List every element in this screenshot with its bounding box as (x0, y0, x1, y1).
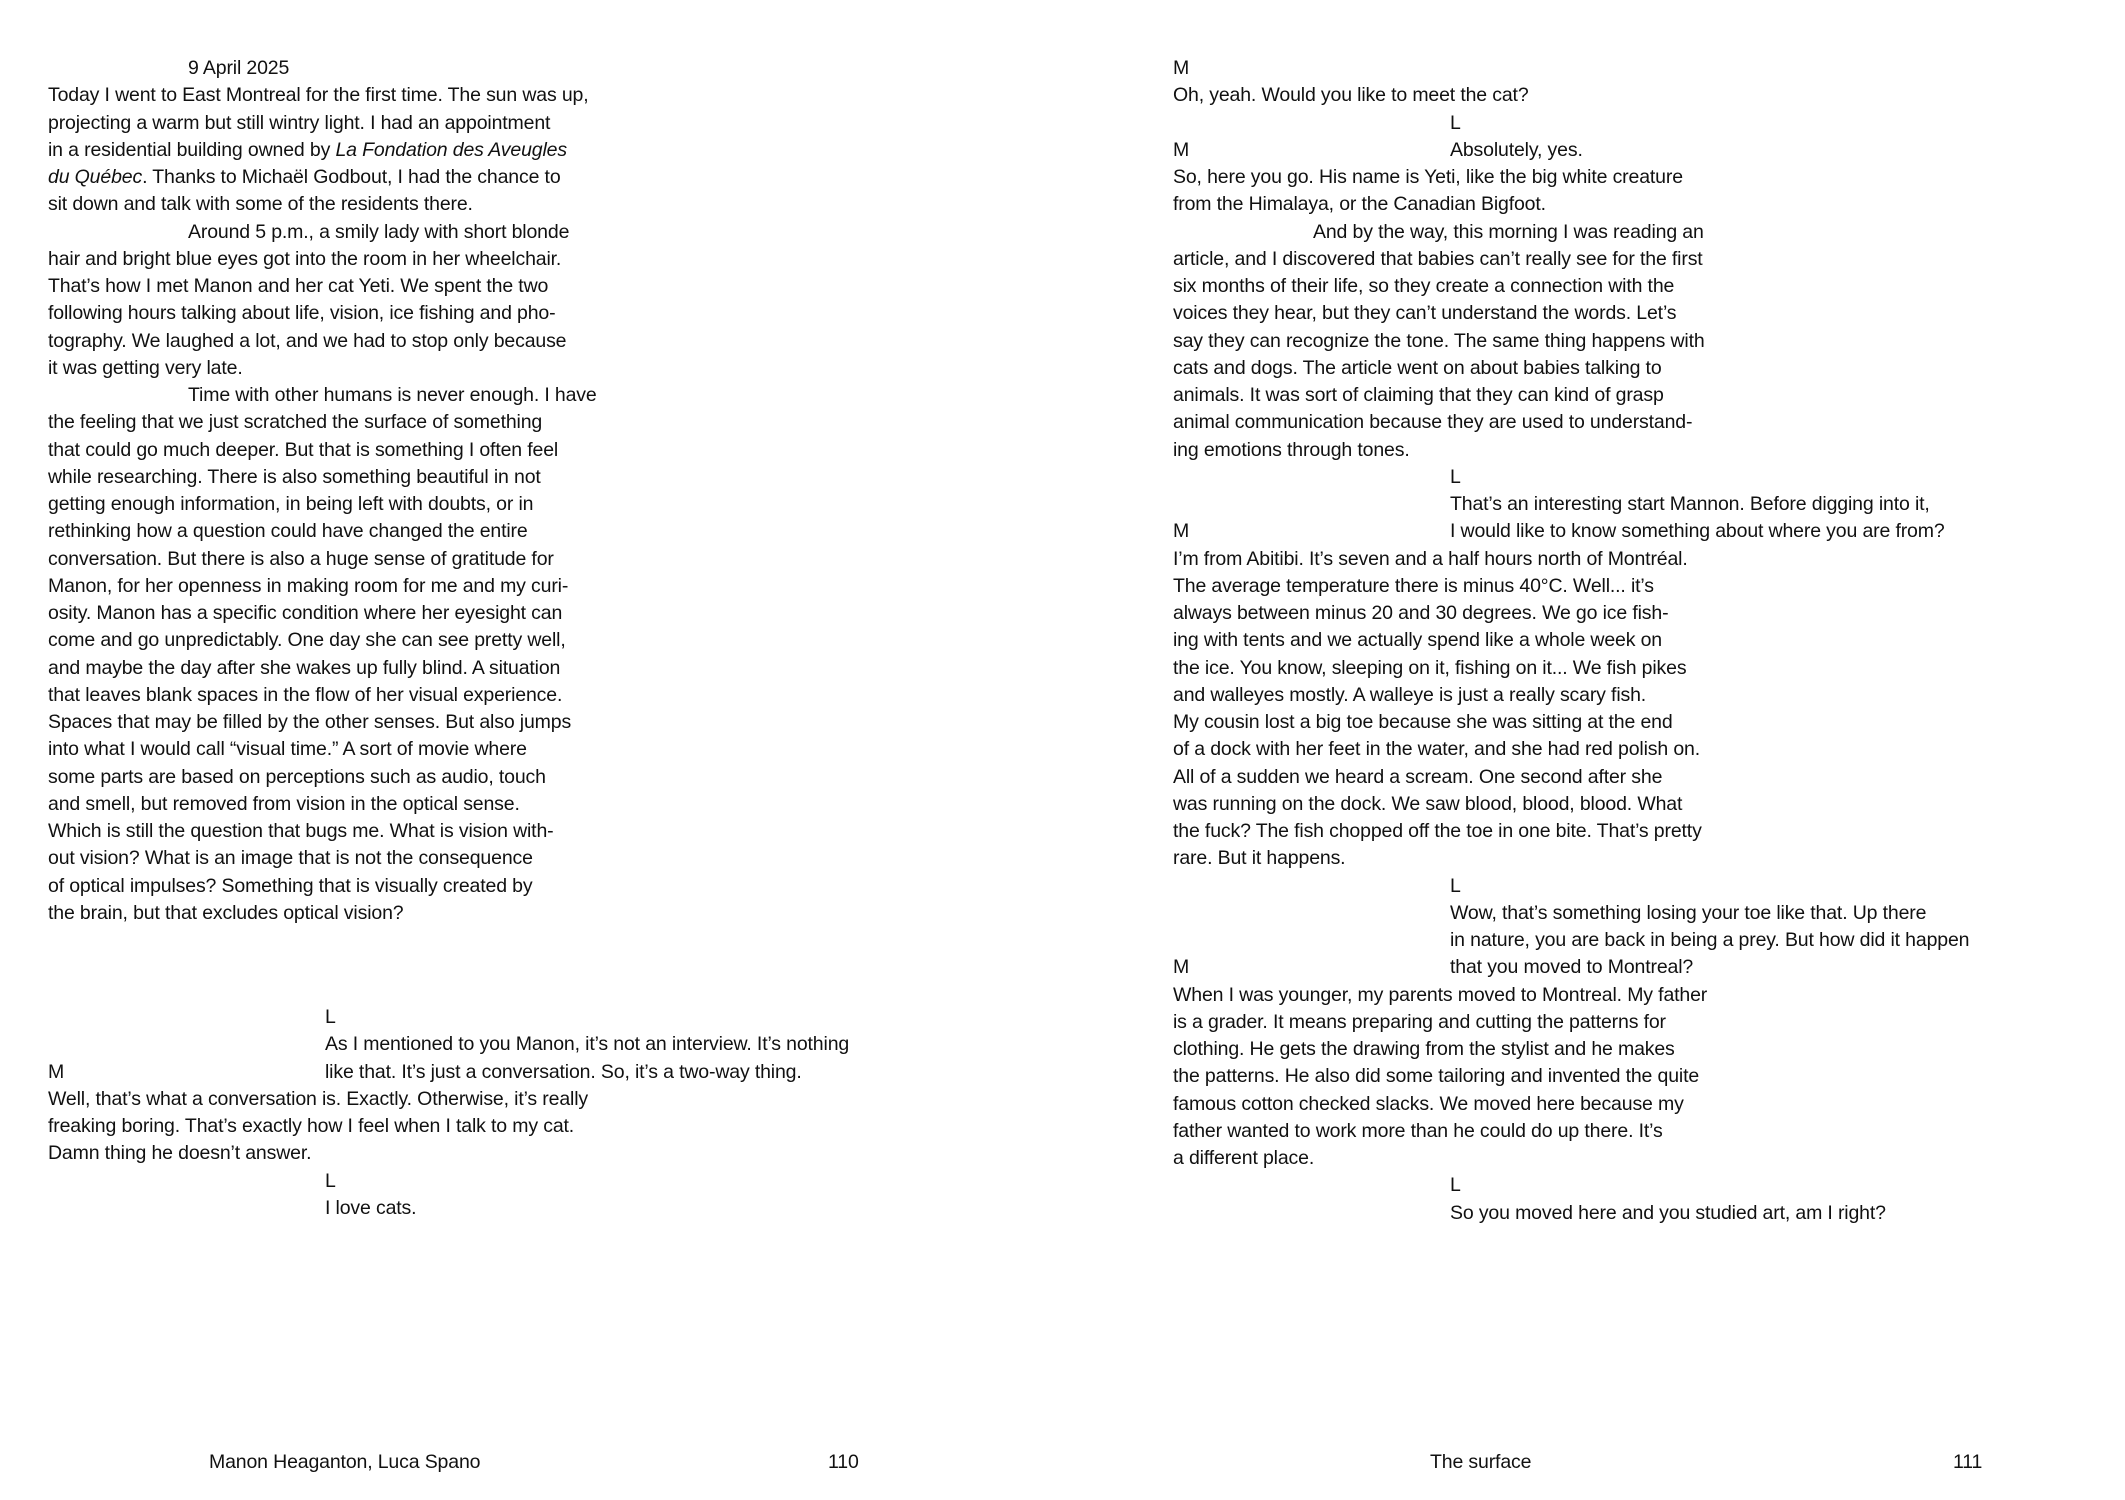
text-segment: Spaces that may be filled by the other senses. But also jumps (48, 711, 572, 733)
text-line (1173, 437, 2123, 464)
text-segment: L (1450, 874, 1461, 897)
text-segment: So you moved here and you studied art, am I right? (1450, 1201, 1886, 1224)
text-line (1173, 573, 2123, 600)
text-segment: article, and I discovered that babies can’t really see for the first (1173, 247, 1703, 270)
text-line (48, 82, 1068, 109)
line-text (1173, 820, 1702, 842)
text-segment: When I was younger, my parents moved to Montreal. My father (1173, 983, 1708, 1006)
text-line (48, 900, 1068, 927)
text-line (48, 355, 1068, 382)
text-line (48, 573, 1068, 600)
line-text (48, 193, 473, 215)
text-line (48, 873, 1068, 900)
text-line (1173, 518, 2123, 545)
text-segment: and smell, but removed from vision in the optical sense. (48, 792, 520, 815)
text-line (1173, 273, 2123, 300)
text-line (48, 55, 1068, 82)
text-segment: I love cats. (325, 1196, 417, 1219)
text-segment: Time with other humans is never enough. I have (188, 384, 597, 406)
line-text (1173, 166, 1683, 188)
text-line (48, 518, 1068, 545)
text-line (48, 627, 1068, 654)
line-text (1173, 1011, 1666, 1033)
text-line (1173, 1063, 2123, 1090)
line-text (48, 248, 561, 270)
text-line (1173, 164, 2123, 191)
speaker-label-line (1173, 873, 2123, 900)
text-line (1173, 655, 2123, 682)
text-segment: All of a sudden we heard a scream. One second after she (1173, 765, 1663, 788)
line-text (1173, 193, 1546, 215)
text-segment: I’m from Abitibi. It’s seven and a half hours north of Montréal. (1173, 547, 1688, 570)
speaker-label (1450, 112, 1461, 134)
line-text (1450, 139, 1583, 161)
line-text (48, 330, 566, 352)
line-text (1173, 657, 1686, 679)
line-text (48, 657, 560, 679)
text-segment: 9 April 2025 (188, 57, 290, 79)
line-text (1173, 248, 1703, 270)
line-text (1173, 357, 1662, 379)
text-segment: voices they hear, but they can’t understand the words. Let’s (1173, 302, 1677, 325)
text-line (48, 300, 1068, 327)
speaker-label (1450, 466, 1461, 488)
line-text (48, 738, 527, 760)
speaker-label: M (48, 1060, 65, 1083)
text-line (1173, 409, 2123, 436)
text-line (1173, 355, 2123, 382)
text-segment: the fuck? The fish chopped off the toe in one bite. That’s pretty (1173, 820, 1702, 842)
left-page-diary-text (48, 55, 1068, 927)
text-segment: animals. It was sort of claiming that they can kind of grasp (1173, 384, 1664, 406)
text-segment: Manon, for her openness in making room for me and my curi- (48, 574, 569, 597)
text-segment: Well, that’s what a conversation is. Exactly. Otherwise, it’s really (48, 1087, 588, 1110)
text-segment: L (325, 1169, 336, 1192)
speaker-label-line (1173, 464, 2123, 491)
line-text (48, 575, 568, 597)
left-page-number: 110 (828, 1451, 859, 1473)
text-line (1173, 82, 2123, 109)
line-text (1173, 684, 1646, 706)
text-segment: and maybe the day after she wakes up fully blind. A situation (48, 656, 561, 679)
text-line (1173, 682, 2123, 709)
text-segment: father wanted to work more than he could do up there. It’s (1173, 1119, 1663, 1142)
text-segment: the feeling that we just scratched the surface of something (48, 411, 543, 434)
text-segment: of a dock with her feet in the water, and she had red polish on. (1173, 738, 1700, 761)
text-line (1173, 382, 2123, 409)
text-segment: L (1450, 465, 1461, 488)
line-text (188, 384, 597, 406)
line-text (48, 847, 533, 869)
line-text (1173, 275, 1674, 297)
text-segment: Today I went to East Montreal for the first time. The sun was up, (48, 84, 589, 107)
text-line (1173, 246, 2123, 273)
line-text (1173, 384, 1664, 406)
text-segment: freaking boring. That’s exactly how I feel when I talk to my cat. (48, 1115, 575, 1137)
line-text (48, 411, 542, 433)
text-line (1173, 1200, 2123, 1227)
text-segment: rare. But it happens. (1173, 847, 1346, 870)
text-line (48, 791, 1068, 818)
text-line (48, 764, 1068, 791)
text-segment: hair and bright blue eyes got into the room in her wheelchair. (48, 247, 562, 270)
line-text (48, 711, 571, 733)
text-line (1173, 818, 2123, 845)
text-line (48, 1113, 1068, 1140)
text-line (1173, 927, 2123, 954)
line-text (48, 357, 243, 379)
line-text (48, 766, 546, 788)
text-segment: some parts are based on perceptions such as audio, touch (48, 765, 546, 788)
text-line (1173, 709, 2123, 736)
speaker-label-line (1173, 1172, 2123, 1199)
line-text (1173, 1065, 1699, 1087)
text-segment: cats and dogs. The article went on about babies talking to (1173, 356, 1662, 379)
text-line (48, 110, 1068, 137)
line-text (1173, 602, 1668, 624)
text-line (48, 1059, 1068, 1086)
speaker-label-line (48, 1168, 1068, 1195)
text-line (1173, 600, 2123, 627)
text-segment: Damn thing he doesn’t answer. (48, 1142, 312, 1165)
text-segment: clothing. He gets the drawing from the stylist and he makes (1173, 1038, 1675, 1060)
text-segment: Oh, yeah. Would you like to meet the cat? (1173, 84, 1529, 107)
text-line (48, 219, 1068, 246)
line-text (1173, 984, 1707, 1006)
text-segment: Absolutely, yes. (1450, 138, 1583, 161)
text-line (48, 273, 1068, 300)
text-line (48, 137, 1068, 164)
line-text (48, 602, 562, 624)
text-line (48, 736, 1068, 763)
text-segment: in nature, you are back in being a prey. But how did it happen (1450, 929, 1970, 951)
line-text (1173, 439, 1410, 461)
line-text (1173, 1038, 1675, 1060)
text-line (48, 818, 1068, 845)
line-text (1173, 629, 1662, 651)
text-line (48, 1195, 1068, 1222)
text-line (48, 328, 1068, 355)
line-text (1173, 1147, 1314, 1169)
line-text (1173, 738, 1700, 760)
line-text (325, 1033, 849, 1055)
text-segment: that leaves blank spaces in the flow of her visual experience. (48, 683, 563, 706)
text-segment: As I mentioned to you Manon, it’s not an interview. It’s nothing (325, 1033, 850, 1056)
italic-text-segment: du Québec (48, 166, 143, 188)
italic-text-segment: La Fondation des Aveugles (335, 138, 567, 161)
text-segment: into what I would call “visual time.” A sort of movie where (48, 738, 527, 761)
text-line (1173, 137, 2123, 164)
text-segment: rethinking how a question could have changed the entire (48, 520, 528, 543)
text-segment: six months of their life, so they create a connection with the (1173, 275, 1675, 297)
text-line (1173, 191, 2123, 218)
text-segment: it was getting very late. (48, 356, 243, 379)
text-segment: while researching. There is also something beautiful in not (48, 465, 541, 488)
line-text (188, 57, 289, 79)
text-line (48, 1140, 1068, 1167)
text-line (1173, 219, 2123, 246)
line-text (48, 1115, 574, 1137)
text-segment: following hours talking about life, vision, ice fishing and pho- (48, 302, 556, 325)
text-segment: famous cotton checked slacks. We moved here because my (1173, 1092, 1684, 1115)
text-segment: animal communication because they are used to understand- (1173, 411, 1693, 434)
line-text (1173, 575, 1654, 597)
speaker-label-line (48, 1004, 1068, 1031)
line-text (48, 875, 532, 897)
line-text (1173, 847, 1345, 869)
right-page-dialogue (1173, 55, 2123, 1227)
text-line (48, 546, 1068, 573)
text-segment: the brain, but that excludes optical vision? (48, 901, 404, 924)
text-segment: tography. We laughed a lot, and we had to stop only because (48, 329, 567, 352)
text-segment: projecting a warm but still wintry light. I had an appointment (48, 111, 551, 134)
text-line (1173, 1091, 2123, 1118)
right-page-number: 111 (1953, 1451, 1983, 1473)
line-text (48, 166, 561, 188)
text-segment: osity. Manon has a specific condition where her eyesight can (48, 602, 563, 624)
text-segment: Wow, that’s something losing your toe like that. Up there (1450, 901, 1927, 924)
right-footer-section-title: The surface (1430, 1451, 1532, 1473)
line-text (1173, 711, 1673, 733)
text-segment: ing with tents and we actually spend like a whole week on (1173, 629, 1662, 652)
text-segment: My cousin lost a big toe because she was sitting at the end (1173, 711, 1673, 733)
line-text (48, 84, 588, 106)
line-text (48, 1088, 588, 1110)
line-text (1173, 84, 1529, 106)
line-text (1450, 902, 1926, 924)
text-segment: So, here you go. His name is Yeti, like the big white creature (1173, 166, 1683, 188)
line-text (1173, 766, 1662, 788)
text-line (1173, 954, 2123, 981)
line-text (1173, 1120, 1663, 1142)
text-line (1173, 328, 2123, 355)
text-line (1173, 982, 2123, 1009)
text-line (1173, 845, 2123, 872)
speaker-label-line (1173, 55, 2123, 82)
text-line (48, 655, 1068, 682)
line-text (325, 1061, 802, 1083)
line-text (1450, 956, 1693, 978)
text-segment: That’s an interesting start Mannon. Before digging into it, (1450, 493, 1930, 515)
text-segment: I would like to know something about where you are from? (1450, 520, 1945, 543)
line-text (48, 548, 554, 570)
speaker-label (325, 1006, 336, 1028)
text-segment: conversation. But there is also a huge sense of gratitude for (48, 547, 554, 570)
line-text (1173, 302, 1676, 324)
text-segment: like that. It’s just a conversation. So, it’s a two-way thing. (325, 1060, 802, 1083)
text-line (1173, 764, 2123, 791)
text-segment: in a residential building owned by (48, 138, 336, 161)
text-segment: Around 5 p.m., a smily lady with short blonde (188, 220, 570, 243)
line-text (1313, 221, 1704, 243)
text-line (1173, 546, 2123, 573)
text-segment: always between minus 20 and 30 degrees. We go ice fish- (1173, 602, 1669, 624)
line-text (48, 275, 548, 297)
line-text (188, 221, 569, 243)
speaker-label (325, 1170, 336, 1192)
line-text (48, 520, 528, 542)
line-text (48, 493, 533, 515)
text-line (48, 382, 1068, 409)
text-segment: L (325, 1006, 336, 1028)
line-text (1450, 929, 1969, 951)
line-text (48, 1142, 311, 1164)
text-segment: The average temperature there is minus 40°C. Well... it’s (1173, 574, 1654, 597)
line-text (48, 629, 566, 651)
text-line (48, 246, 1068, 273)
text-line (1173, 1036, 2123, 1063)
text-segment: . Thanks to Michaël Godbout, I had the chance to (142, 166, 561, 188)
line-text (48, 684, 562, 706)
text-line (48, 845, 1068, 872)
text-segment: and walleyes mostly. A walleye is just a really scary fish. (1173, 683, 1647, 706)
line-text (48, 820, 554, 842)
text-segment: L (1450, 111, 1461, 134)
text-line (1173, 300, 2123, 327)
line-text (1450, 493, 1930, 515)
left-footer-credit: Manon Heaganton, Luca Spano (209, 1451, 481, 1473)
line-text (1173, 548, 1688, 570)
text-line (48, 491, 1068, 518)
speaker-label (1450, 875, 1461, 897)
text-line (48, 164, 1068, 191)
left-page-dialogue (48, 1004, 1068, 1222)
text-segment: the patterns. He also did some tailoring and invented the quite (1173, 1065, 1700, 1088)
text-segment: of optical impulses? Something that is visually created by (48, 874, 533, 897)
line-text (325, 1197, 416, 1219)
text-line (1173, 1145, 2123, 1172)
text-line (1173, 1118, 2123, 1145)
speaker-label (1173, 57, 1189, 79)
line-text (48, 466, 541, 488)
line-text (48, 793, 520, 815)
text-line (48, 1031, 1068, 1058)
text-segment: is a grader. It means preparing and cutting the patterns for (1173, 1010, 1666, 1033)
text-segment: getting enough information, in being left with doubts, or in (48, 493, 534, 515)
text-segment: was running on the dock. We saw blood, blood, blood. What (1173, 792, 1683, 815)
text-line (48, 600, 1068, 627)
speaker-label (1450, 1174, 1461, 1196)
line-text (48, 112, 550, 134)
line-text (1173, 411, 1692, 433)
text-segment: And by the way, this morning I was reading an (1313, 220, 1704, 243)
text-segment: a different place. (1173, 1147, 1315, 1169)
text-line (1173, 900, 2123, 927)
line-text (1173, 793, 1682, 815)
speaker-label: M (1173, 138, 1190, 161)
line-text (1173, 330, 1705, 352)
text-line (48, 709, 1068, 736)
text-line (48, 437, 1068, 464)
text-segment: Which is still the question that bugs me. What is vision with- (48, 820, 554, 842)
text-segment: L (1450, 1174, 1461, 1197)
line-text (48, 139, 567, 161)
text-segment: from the Himalaya, or the Canadian Bigfoot. (1173, 193, 1546, 216)
line-text (1450, 1202, 1886, 1224)
text-segment: that you moved to Montreal? (1450, 956, 1694, 979)
text-line (48, 191, 1068, 218)
text-segment: That’s how I met Manon and her cat Yeti. We spent the two (48, 275, 549, 297)
text-line (1173, 491, 2123, 518)
text-line (48, 1086, 1068, 1113)
text-line (1173, 1009, 2123, 1036)
speaker-label-line (1173, 110, 2123, 137)
text-segment: that could go much deeper. But that is something I often feel (48, 438, 559, 461)
text-segment: come and go unpredictably. One day she can see pretty well, (48, 629, 566, 652)
text-segment: say they can recognize the tone. The same thing happens with (1173, 329, 1705, 352)
text-segment: sit down and talk with some of the residents there. (48, 193, 473, 216)
text-line (48, 409, 1068, 436)
line-text (48, 302, 555, 324)
line-text (1173, 1093, 1684, 1115)
text-line (48, 682, 1068, 709)
text-segment: out vision? What is an image that is not the consequence (48, 847, 533, 870)
text-segment: ing emotions through tones. (1173, 438, 1410, 461)
text-line (1173, 627, 2123, 654)
text-line (48, 464, 1068, 491)
speaker-label: M (1173, 956, 1190, 979)
speaker-label: M (1173, 520, 1190, 543)
line-text (48, 439, 558, 461)
line-text (48, 902, 403, 924)
text-line (1173, 736, 2123, 763)
text-line (1173, 791, 2123, 818)
text-segment: the ice. You know, sleeping on it, fishing on it... We fish pikes (1173, 656, 1687, 679)
line-text (1450, 520, 1945, 542)
text-segment: M (1173, 57, 1190, 79)
